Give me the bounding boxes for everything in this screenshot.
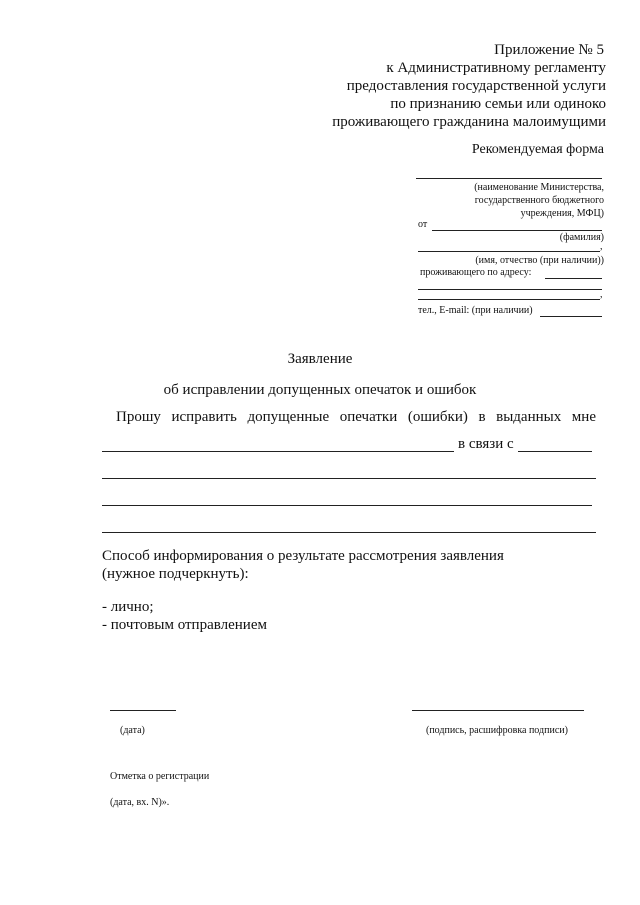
from-label: от: [418, 219, 428, 230]
signature-line[interactable]: [412, 710, 584, 711]
ministry-name-line[interactable]: [416, 178, 602, 179]
option-by-mail[interactable]: - почтовым отправлением: [102, 617, 267, 633]
reason-line-2[interactable]: [102, 505, 592, 506]
ministry-caption-1: (наименование Министерства,: [474, 182, 604, 193]
notification-heading-2: (нужное подчеркнуть):: [102, 566, 249, 582]
notification-heading-1: Способ информирования о результате рассмотрения заявления: [102, 548, 504, 564]
name-caption: (имя, отчество (при наличии)): [475, 255, 604, 266]
residing-label: проживающего по адресу:: [420, 267, 532, 278]
appendix-line-4: по признанию семьи или одиноко: [390, 96, 606, 112]
date-line[interactable]: [110, 710, 176, 711]
ministry-caption-2: государственного бюджетного: [474, 195, 604, 206]
name-line[interactable]: [418, 251, 600, 252]
address-line-2[interactable]: [418, 289, 602, 290]
document-subtitle: об исправлении допущенных опечаток и ошибок: [163, 382, 477, 398]
reason-line-start[interactable]: [518, 451, 592, 452]
option-in-person[interactable]: - лично;: [102, 599, 154, 615]
request-text: Прошу исправить допущенные опечатки (ошибки) в выданных мне: [116, 409, 596, 425]
appendix-line-5: проживающего гражданина малоимущими: [332, 114, 606, 130]
date-caption: (дата): [120, 725, 145, 736]
comma-1: ,: [600, 241, 603, 252]
comma-2: ,: [600, 289, 603, 300]
surname-line[interactable]: [432, 230, 602, 231]
document-name-line[interactable]: [102, 451, 454, 452]
appendix-line-3: предоставления государственной услуги: [346, 78, 606, 94]
reason-line-1[interactable]: [102, 478, 596, 479]
reason-line-3[interactable]: [102, 532, 596, 533]
signature-caption: (подпись, расшифровка подписи): [426, 725, 568, 736]
appendix-title: Приложение № 5: [494, 42, 604, 58]
address-line-3[interactable]: [418, 299, 600, 300]
reason-label: в связи с: [458, 436, 514, 452]
contacts-label: тел., E-mail: (при наличии): [418, 305, 533, 316]
registration-label: Отметка о регистрации: [110, 771, 210, 782]
document-title: Заявление: [287, 351, 353, 367]
ministry-caption-3: учреждения, МФЦ): [520, 208, 604, 219]
address-line-1[interactable]: [545, 278, 602, 279]
surname-caption: (фамилия): [559, 232, 604, 243]
recommended-form-label: Рекомендуемая форма: [471, 142, 604, 157]
registration-details: (дата, вх. N)».: [110, 797, 170, 808]
contacts-line[interactable]: [540, 316, 602, 317]
appendix-line-2: к Административному регламенту: [386, 60, 606, 76]
